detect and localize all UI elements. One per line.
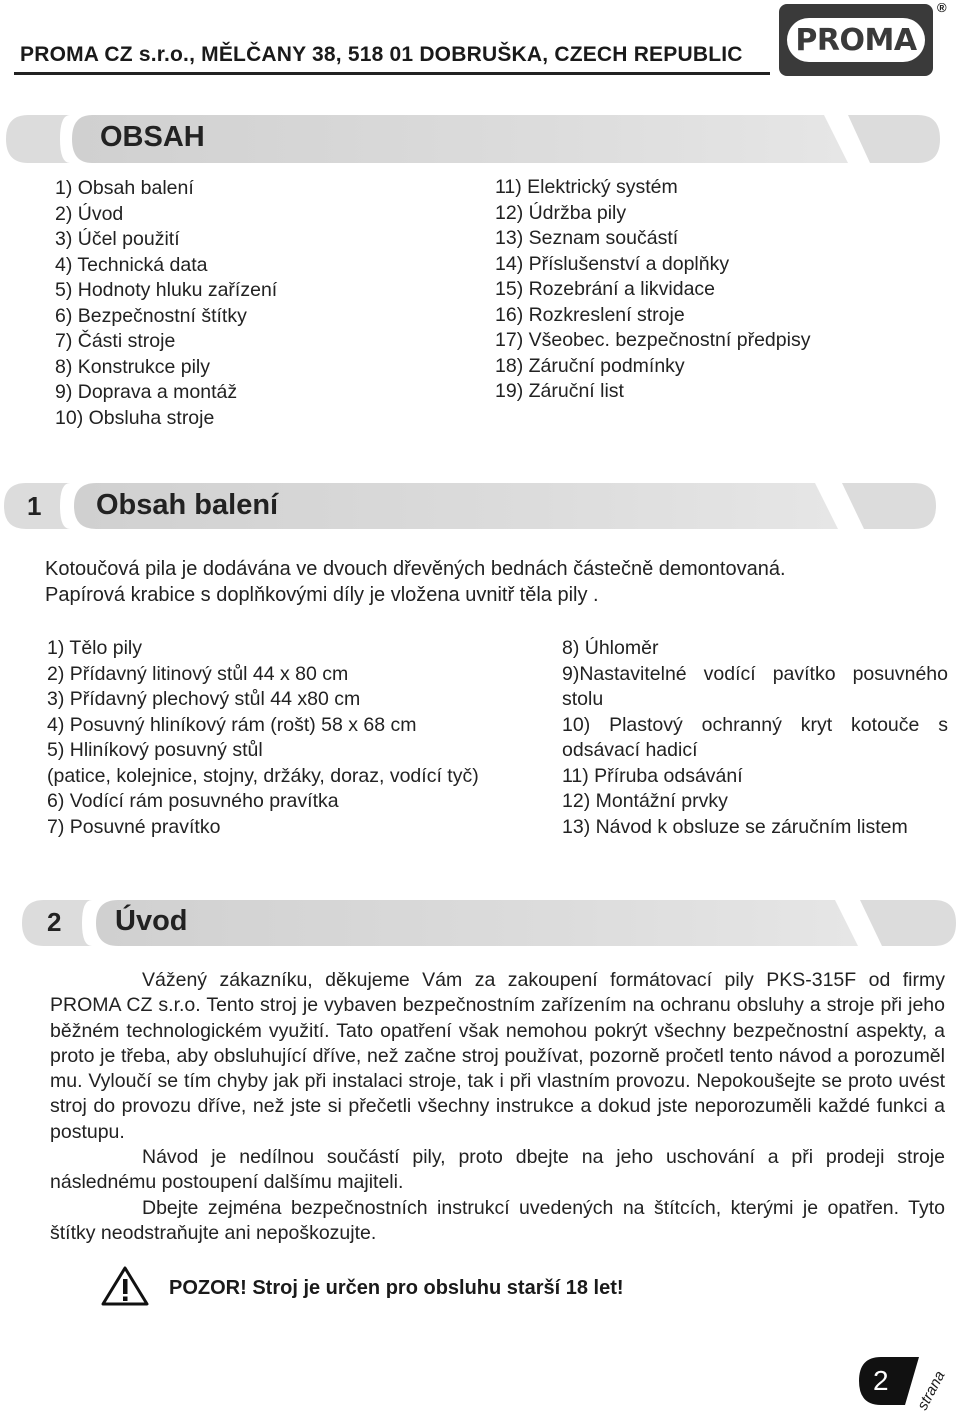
warning-text: POZOR! Stroj je určen pro obsluhu starší 18 let! xyxy=(169,1277,624,1299)
intro-paragraph: Návod je nedílnou součástí pily, proto dbejte na jeho uschování a při prodeji stroje následnému postoupení dalšímu majiteli. xyxy=(50,1146,945,1194)
package-item: 9)Nastavitelné vodící pavítko posuvného stolu xyxy=(562,662,948,710)
package-item: 5) Hliníkový posuvný stůl xyxy=(47,739,263,761)
toc-item[interactable]: 16) Rozkreslení stroje xyxy=(495,303,685,326)
proma-logo xyxy=(779,4,933,76)
toc-item[interactable]: 14) Příslušenství a doplňky xyxy=(495,252,730,275)
page-number: 2 xyxy=(873,1365,889,1396)
package-item: 1) Tělo pily xyxy=(47,637,143,659)
toc-right-column xyxy=(495,175,810,405)
header-rule xyxy=(14,72,770,75)
page-label: strana xyxy=(914,1368,949,1413)
package-items-right xyxy=(562,636,948,840)
toc-title: OBSAH xyxy=(100,121,205,153)
registered-mark: ® xyxy=(937,0,947,15)
package-item: 10) Plastový ochranný kryt kotouče s odsávací hadicí xyxy=(562,713,948,761)
package-item: (patice, kolejnice, stojny, držáky, doraz, vodící tyč) xyxy=(47,764,479,787)
section2-title: Úvod xyxy=(115,905,188,937)
toc-left-column xyxy=(55,176,277,431)
toc-item[interactable]: 10) Obsluha stroje xyxy=(55,406,215,429)
toc-item[interactable]: 15) Rozebrání a likvidace xyxy=(495,278,716,300)
toc-item[interactable]: 19) Záruční list xyxy=(495,380,624,402)
toc-item[interactable]: 2) Úvod xyxy=(55,202,124,225)
logo-text: PROMA xyxy=(795,22,917,58)
toc-item[interactable]: 13) Seznam součástí xyxy=(495,227,679,249)
package-item: 2) Přídavný litinový stůl 44 x 80 cm xyxy=(47,662,349,685)
section1-title: Obsah balení xyxy=(96,489,279,521)
intro-text xyxy=(50,968,945,1246)
package-item: 6) Vodící rám posuvného pravítka xyxy=(47,790,339,812)
section1-number: 1 xyxy=(27,491,42,521)
toc-item[interactable]: 5) Hodnoty hluku zařízení xyxy=(55,279,278,301)
toc-item[interactable]: 8) Konstrukce pily xyxy=(55,355,210,378)
section1-intro xyxy=(45,556,786,608)
package-item: 4) Posuvný hliníkový rám (rošt) 58 x 68 cm xyxy=(47,713,417,736)
company-address: PROMA CZ s.r.o., MĚLČANY 38, 518 01 DOBRUŠKA, CZECH REPUBLIC xyxy=(20,43,743,66)
intro-paragraph: Dbejte zejména bezpečnostních instrukcí uvedených na štítcích, kterými je opatřen. Tyto štítky neodstraňujte ani nepoškozujte. xyxy=(50,1196,945,1244)
toc-item[interactable]: 17) Všeobec. bezpečnostní předpisy xyxy=(495,329,811,351)
package-item: 13) Návod k obsluze se záručním listem xyxy=(562,815,908,838)
intro-line: Papírová krabice s doplňkovými díly je vložena uvnitř těla pily . xyxy=(45,584,599,606)
toc-item[interactable]: 18) Záruční podmínky xyxy=(495,354,685,377)
toc-item[interactable]: 6) Bezpečnostní štítky xyxy=(55,304,247,327)
toc-item[interactable]: 12) Údržba pily xyxy=(495,201,627,224)
package-item: 3) Přídavný plechový stůl 44 x80 cm xyxy=(47,688,361,710)
section2-number: 2 xyxy=(47,907,62,937)
toc-item[interactable]: 9) Doprava a montáž xyxy=(55,381,238,403)
intro-line: Kotoučová pila je dodávána ve dvouch dřevěných bednách částečně demontovaná. xyxy=(45,558,786,580)
toc-item[interactable]: 7) Části stroje xyxy=(55,330,176,352)
package-item: 8) Úhloměr xyxy=(562,637,659,659)
toc-item[interactable]: 11) Elektrický systém xyxy=(495,176,678,198)
toc-item[interactable]: 4) Technická data xyxy=(55,253,208,276)
package-item: 7) Posuvné pravítko xyxy=(47,815,221,838)
package-item: 11) Příruba odsávání xyxy=(562,764,743,787)
toc-item[interactable]: 3) Účel použití xyxy=(55,228,180,250)
package-item: 12) Montážní prvky xyxy=(562,790,728,812)
warning-triangle-icon xyxy=(100,1265,150,1307)
intro-paragraph: Vážený zákazníku, děkujeme Vám za zakoupení formátovací pily PKS-315F od firmy PROMA CZ s.r.o. Tento stroj je vybaven bezpečnostním zařízením na ochranu obsluhy a stroje při jeho běžném technologickém využití. Tato opatření však nemohou pokrýt všechny bezpečnostní aspekty, a proto je třeba, aby obsluhující dříve, než začne stroj používat, pozorně pročetl tento návod a porozuměl mu. Vyloučí se tím chyby jak při instalaci stroje, tak i při vlastním provozu. Nepokoušejte se proto uvést stroj do provozu dříve, než jste si přečetli všechny instrukce a dokud jste neporozuměli každé funkci a postupu. xyxy=(50,969,945,1143)
toc-item[interactable]: 1) Obsah balení xyxy=(55,177,194,199)
package-items-left xyxy=(47,636,479,840)
